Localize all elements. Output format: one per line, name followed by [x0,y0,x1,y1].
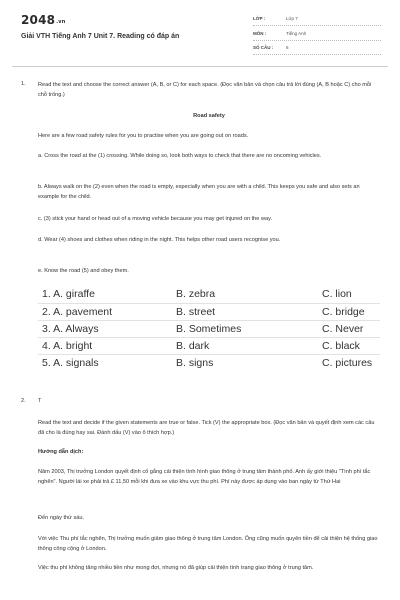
translation-paragraph-1: Năm 2003, Thị trưởng London quyết định cố gắng cải thiện tình hình giao thông ở trung tâm thành phố. Anh ấy giới thiệu "Tình phí tắc nghẽn". Người lái xe phải trả £ 11,50 mỗi khi đưa xe vào khu vực thu phí. Phí này được áp dụng vào ban ngày từ Thứ Hai [38,469,371,485]
option-a[interactable]: 5. A. signals [42,357,99,369]
option-b[interactable]: B. signs [176,357,214,369]
option-c[interactable]: C. pictures [322,357,373,369]
question-2-number: 2. [21,398,26,404]
option-row [38,320,380,337]
site-logo[interactable] [21,13,66,27]
rule-a: a. Cross the road at the (1) crossing. While doing so, look both ways to check that there are no oncoming vehicles. [38,153,322,159]
question-2-instruction: Read the text and decide if the given statements are true or false. Tick (V) the appropriate box. (Đọc văn bản và quyết định xem các câu đã cho là đúng hay sai. Đánh dấu (V) vào ô thích hợp.) [38,420,375,436]
document-title: Giải VTH Tiếng Anh 7 Unit 7. Reading có đáp án [21,33,180,40]
option-c[interactable]: C. Never [322,323,364,335]
translation-guide-title: Hướng dẫn dịch: [38,449,84,455]
meta-divider [253,25,381,26]
meta-divider [253,40,381,41]
option-b[interactable]: B. Sometimes [176,323,242,335]
rule-b: b. Always walk on the (2) even when the road is empty, especially when you are with a child. This keeps you safe and also sets an example for the child. [38,184,360,200]
option-row [38,286,380,303]
option-row [38,354,380,371]
meta-class-label: LỚP : [253,16,266,21]
option-row [38,337,380,354]
option-c[interactable]: C. black [322,340,360,352]
meta-divider [253,54,381,55]
option-row [38,303,380,320]
logo-suffix: .vn [56,19,66,25]
option-c[interactable]: C. bridge [322,306,365,318]
page-header [0,0,400,60]
question-1-instruction: Read the text and choose the correct answer (A, B, or C) for each space. (Đọc văn bản và chọn câu trả lời đúng (A, B hoặc C) cho mỗi chỗ trống.) [38,82,372,98]
option-b[interactable]: B. dark [176,340,210,352]
rule-e: e. Know the road (5) and obey them. [38,268,129,274]
passage-intro: Here are a few road safety rules for you to practise when you are going out on roads. [38,133,249,139]
option-b[interactable]: B. zebra [176,288,216,300]
option-b[interactable]: B. street [176,306,216,318]
meta-subject-value: Tiếng Anh [286,31,307,36]
rule-c: c. (3) stick your hand or head out of a moving vehicle because you may get injured on the way. [38,216,273,222]
translation-paragraph-2: Đến ngày thứ sáu. [38,515,85,521]
translation-paragraph-4: Việc thu phí không tăng nhiều tiền như mong đợi, nhưng nó đã giúp cải thiện tình trạng giao thông ở trung tâm. [38,565,314,571]
answer-options-table [38,286,380,371]
option-c[interactable]: C. lion [322,288,352,300]
meta-count-label: SỐ CÂU : [253,45,274,50]
meta-count-value: 6 [286,45,289,50]
rule-d: d. Wear (4) shoes and clothes when riding in the night. This helps other road users recognise you. [38,237,281,243]
question-1-number: 1. [21,81,26,87]
meta-count [253,45,381,55]
option-a[interactable]: 4. A. bright [42,340,93,352]
option-a[interactable]: 2. A. pavement [42,306,113,318]
meta-subject-label: MÔN : [253,31,267,36]
option-a[interactable]: 3. A. Always [42,323,99,335]
meta-subject [253,31,381,41]
logo-main: 2048 [21,13,56,27]
meta-class [253,16,381,26]
question-2-letter: T [38,398,42,404]
meta-class-value: Lớp 7 [286,16,298,21]
header-divider [12,66,388,67]
option-a[interactable]: 1. A. giraffe [42,288,95,300]
passage-title: Road safety [193,113,225,119]
translation-paragraph-3: Với việc Thu phí tắc nghẽn, Thị trưởng muốn giảm giao thông ở trung tâm London. Ông cũng muốn quyên tiền để cải thiện hệ thống giao thông công cộng ở London. [38,536,378,552]
